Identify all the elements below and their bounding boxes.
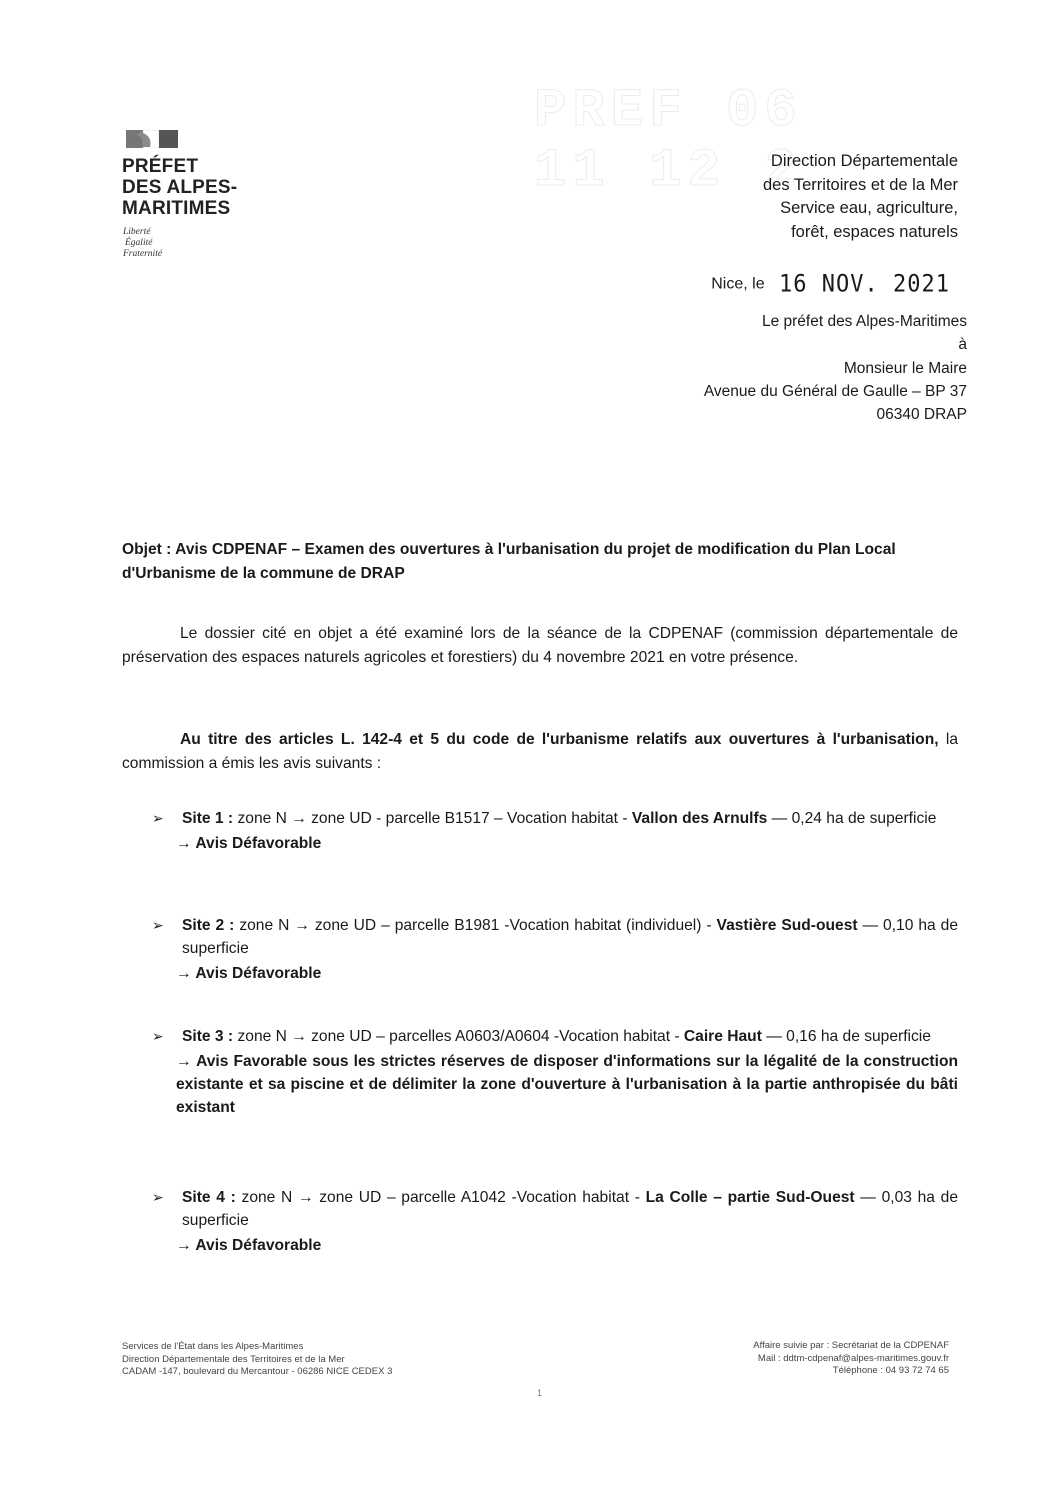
sender-line: des Territoires et de la Mer — [762, 175, 958, 194]
site-label: Site 3 : — [182, 1028, 234, 1045]
site-text: zone N → zone UD - parcelle B1517 – Vocation habitat - — [233, 810, 632, 827]
logo-title-line: MARITIMES — [122, 198, 231, 219]
site-avis: → Avis Défavorable — [176, 965, 322, 982]
logo-title-line: DES ALPES- — [122, 177, 238, 198]
site-text: zone N → zone UD – parcelle B1981 -Vocation habitat (individuel) - — [234, 917, 717, 934]
sender-block — [763, 150, 958, 244]
motto-line: Liberté — [123, 227, 151, 237]
site-text: zone N → zone UD – parcelles A0603/A0604 -Vocation habitat - — [233, 1028, 684, 1045]
site-area: — 0,03 ha de superficie — [182, 1189, 958, 1229]
paragraph-articles-bold: Au titre des articles L. 142-4 et 5 du code de l'urbanisme relatifs aux ouvertures à l'urbanisation, — [180, 731, 939, 748]
paragraph-intro: Le dossier cité en objet a été examiné lors de la séance de la CDPENAF (commission départementale de préservation des espaces naturels agricoles et forestiers) du 4 novembre 2021 en votre présence. — [122, 625, 958, 666]
sender-line: Service eau, agriculture, — [780, 199, 958, 217]
site-area: — 0,24 ha de superficie — [767, 810, 937, 827]
site-place: Caire Haut — [683, 1028, 762, 1045]
letter-object: Objet : Avis CDPENAF – Examen des ouvertures à l'urbanisation du projet de modification du Plan Local d'Urbanisme de la commune de DRAP — [122, 541, 896, 582]
footer-line: Direction Départementale des Territoires et de la Mer — [122, 1353, 345, 1365]
motto-line: Fraternité — [123, 249, 163, 259]
prefet-logo-title — [122, 156, 237, 219]
site-avis: → Avis Défavorable — [176, 1237, 322, 1254]
recipient-line: Avenue du Général de Gaulle – BP 37 — [703, 382, 967, 400]
marianne-logo-icon — [126, 130, 178, 148]
footer-line: Affaire suivie par : Secrétariat de la CDPENAF — [753, 1340, 949, 1351]
site-item-3 — [152, 1025, 958, 1119]
arrow-bullet-icon: ➢ — [152, 917, 164, 933]
footer-address — [122, 1341, 392, 1379]
arrow-bullet-icon: ➢ — [152, 810, 164, 826]
recipient-line: 06340 DRAP — [876, 406, 967, 424]
motto-line: Égalité — [125, 238, 153, 248]
republic-motto — [123, 227, 162, 260]
site-avis: → Avis Défavorable — [176, 835, 322, 852]
date-line — [711, 272, 950, 297]
site-label: Site 4 : — [182, 1189, 236, 1206]
page-number: 1 — [537, 1388, 543, 1398]
footer-line: Services de l'État dans les Alpes-Maritimes — [122, 1341, 304, 1352]
arrow-bullet-icon: ➢ — [152, 1189, 164, 1205]
date-stamp: 16 NOV. 2021 — [779, 270, 950, 299]
recipient-line: Le préfet des Alpes-Maritimes — [761, 313, 967, 330]
site-label: Site 1 : — [182, 810, 234, 827]
site-area: — 0,10 ha de superficie — [182, 917, 958, 957]
stamp-line: 11 12 2 — [534, 141, 803, 202]
site-place: La Colle – partie Sud-Ouest — [645, 1189, 855, 1206]
recipient-line: à — [958, 336, 967, 354]
recipient-block — [704, 310, 967, 426]
site-label: Site 2 : — [182, 917, 235, 934]
footer-phone: Téléphone : 04 93 72 74 65 — [832, 1365, 949, 1376]
site-item-4 — [152, 1186, 958, 1257]
arrow-bullet-icon: ➢ — [152, 1028, 164, 1044]
footer-contact — [753, 1340, 949, 1378]
site-place: Vallon des Arnulfs — [631, 810, 768, 827]
stamp-line: PREF 06 — [534, 81, 803, 142]
paragraph-articles-rest: la commission a émis les avis suivants : — [122, 731, 958, 772]
sender-line: Direction Départementale — [770, 152, 958, 170]
site-text: zone N → zone UD – parcelle A1042 -Vocation habitat - — [235, 1189, 646, 1206]
site-area: — 0,16 ha de superficie — [761, 1028, 931, 1045]
site-item-2 — [152, 914, 958, 985]
footer-line: CADAM -147, boulevard du Mercantour - 06286 NICE CEDEX 3 — [122, 1366, 393, 1377]
sender-line: forêt, espaces naturels — [791, 222, 958, 241]
footer-email: Mail : ddtm-cdpenaf@alpes-maritimes.gouv.fr — [757, 1352, 949, 1364]
site-place: Vastière Sud-ouest — [716, 917, 858, 934]
site-avis: → Avis Favorable sous les strictes réserves de disposer d'informations sur la légalité de la construction existante et sa piscine et de délimiter la zone d'ouverture à l'urbanisation à la partie anthropisée du bâti existant — [176, 1053, 958, 1116]
recipient-line: Monsieur le Maire — [843, 359, 967, 377]
site-item-1 — [152, 807, 958, 855]
logo-title-line: PRÉFET — [122, 156, 199, 177]
date-label: Nice, le — [711, 275, 765, 293]
paragraph-articles — [122, 728, 958, 776]
